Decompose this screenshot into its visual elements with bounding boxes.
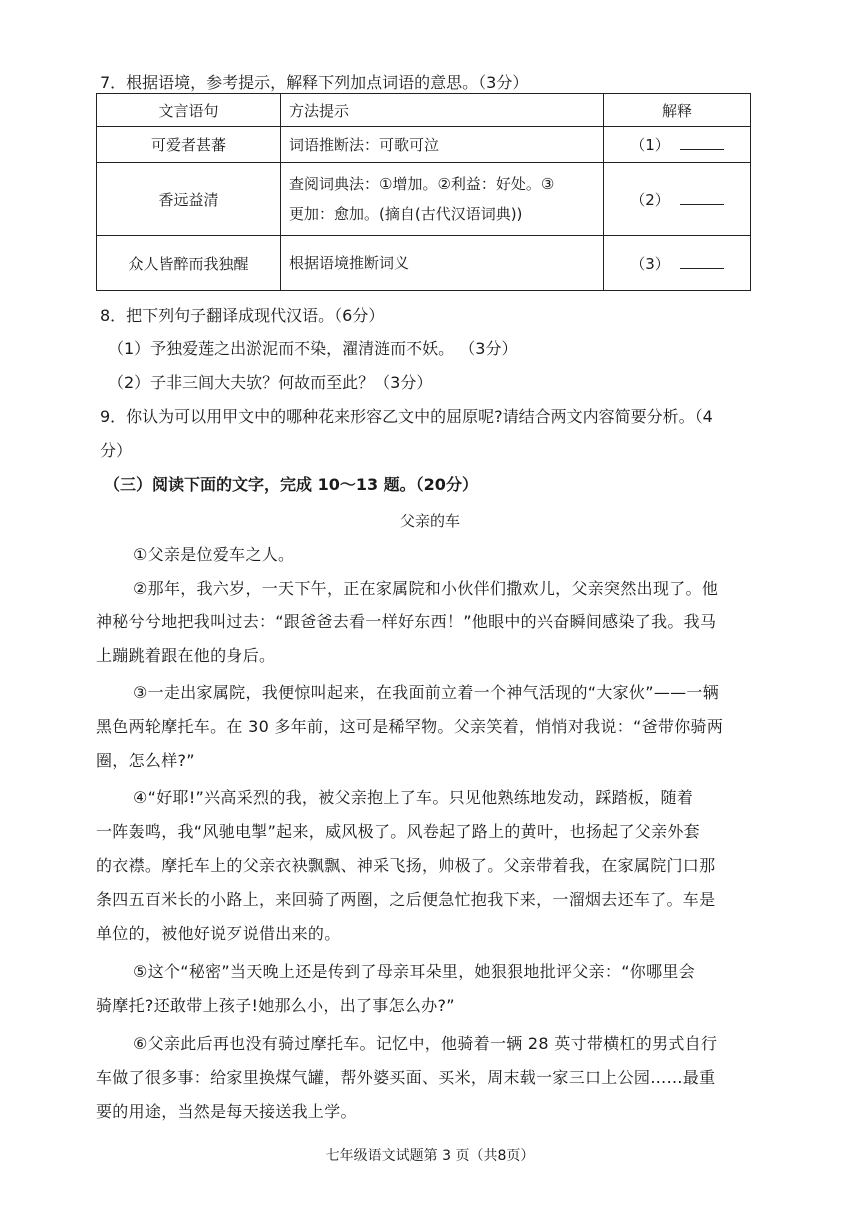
article-line: 一阵轰鸣，我“风驰电掣”起来，威风极了。风卷起了路上的黄叶，也扬起了父亲外套 <box>96 822 700 841</box>
article-line: 圈，怎么样?” <box>96 751 195 770</box>
answer-label: （2） <box>630 190 670 209</box>
header-explanation: 解释 <box>604 94 751 127</box>
article-line: ②那年，我六岁，一天下午，正在家属院和小伙伴们撒欢儿，父亲突然出现了。他 <box>133 579 719 598</box>
sentence-cell: 众人皆醉而我独醒 <box>97 236 281 291</box>
table-row <box>97 236 751 291</box>
sentence-cell: 可爱者甚蕃 <box>97 127 281 163</box>
article-line: ①父亲是位爱车之人。 <box>133 545 295 564</box>
answer-cell[interactable] <box>604 127 751 163</box>
hint-cell <box>281 163 604 236</box>
answer-label: （1） <box>630 136 670 154</box>
sentence-cell: 香远益清 <box>97 163 281 236</box>
article-line: ⑤这个“秘密”当天晚上还是传到了母亲耳朵里，她狠狠地批评父亲：“你哪里会 <box>133 962 696 981</box>
article-line: ④“好耶!”兴高采烈的我，被父亲抱上了车。只见他熟练地发动，踩踏板，随着 <box>133 788 694 807</box>
question-8-item-1: （1）予独爱莲之出淤泥而不染，濯清涟而不妖。 （3分） <box>108 339 518 358</box>
answer-blank[interactable] <box>680 256 724 269</box>
hint-cell: 词语推断法：可歌可泣 <box>281 127 604 163</box>
article-line: 车做了很多事：给家里换煤气罐，帮外婆买面、买米，周末载一家三口上公园……最重 <box>96 1068 716 1087</box>
hint-line: 更加：愈加。(摘自(古代汉语词典)) <box>289 205 523 223</box>
question-9-line-1: 9．你认为可以用甲文中的哪种花来形容乙文中的屈原呢?请结合两文内容简要分析。（4 <box>100 407 713 426</box>
table-header-row <box>97 94 751 127</box>
table-row <box>97 127 751 163</box>
question-8-item-2: （2）子非三闾大夫欤？何故而至此？（3分） <box>108 373 433 392</box>
question-8-prompt: 8．把下列句子翻译成现代汉语。（6分） <box>100 306 385 325</box>
article-line: 上蹦跳着跟在他的身后。 <box>96 646 276 665</box>
answer-label: （3） <box>630 254 670 273</box>
article-line: 骑摩托?还敢带上孩子!她那么小，出了事怎么办?” <box>96 996 455 1015</box>
hint-line: 查阅词典法：①增加。②利益：好处。③ <box>289 175 555 193</box>
page-footer: 七年级语文试题第 3 页（共8页） <box>325 1148 535 1164</box>
hint-cell: 根据语境推断词义 <box>281 236 604 291</box>
article-line: ③一走出家属院，我便惊叫起来，在我面前立着一个神气活现的“大家伙”——一辆 <box>133 683 720 702</box>
header-hint: 方法提示 <box>281 94 604 127</box>
answer-cell[interactable] <box>604 163 751 236</box>
table-row <box>97 163 751 236</box>
article-line: 的衣襟。摩托车上的父亲衣袂飘飘、神采飞扬，帅极了。父亲带着我，在家属院门口那 <box>96 856 716 875</box>
article-line: ⑥父亲此后再也没有骑过摩托车。记忆中，他骑着一辆 28 英寸带横杠的男式自行 <box>133 1034 718 1053</box>
article-line: 要的用途，当然是每天接送我上学。 <box>96 1102 357 1121</box>
section-3-heading: （三）阅读下面的文字，完成 10～13 题。（20分） <box>104 475 478 494</box>
article-line: 单位的，被他好说歹说借出来的。 <box>96 924 341 943</box>
question-7-table <box>96 93 751 291</box>
answer-blank[interactable] <box>680 192 724 205</box>
article-line: 黑色两轮摩托车。在 30 多年前，这可是稀罕物。父亲笑着，悄悄对我说：“爸带你骑两 <box>96 717 724 736</box>
article-line: 条四五百米长的小路上，来回骑了两圈，之后便急忙抱我下来，一溜烟去还车了。车是 <box>96 890 716 909</box>
question-9-line-2: 分） <box>100 441 133 460</box>
question-7-prompt: 7．根据语境，参考提示，解释下列加点词语的意思。（3分） <box>100 73 529 92</box>
answer-cell[interactable] <box>604 236 751 291</box>
article-title: 父亲的车 <box>399 512 460 530</box>
header-sentence: 文言语句 <box>97 94 281 127</box>
article-line: 神秘兮兮地把我叫过去：“跟爸爸去看一样好东西！”他眼中的兴奋瞬间感染了我。我马 <box>96 612 717 631</box>
answer-blank[interactable] <box>680 137 724 150</box>
